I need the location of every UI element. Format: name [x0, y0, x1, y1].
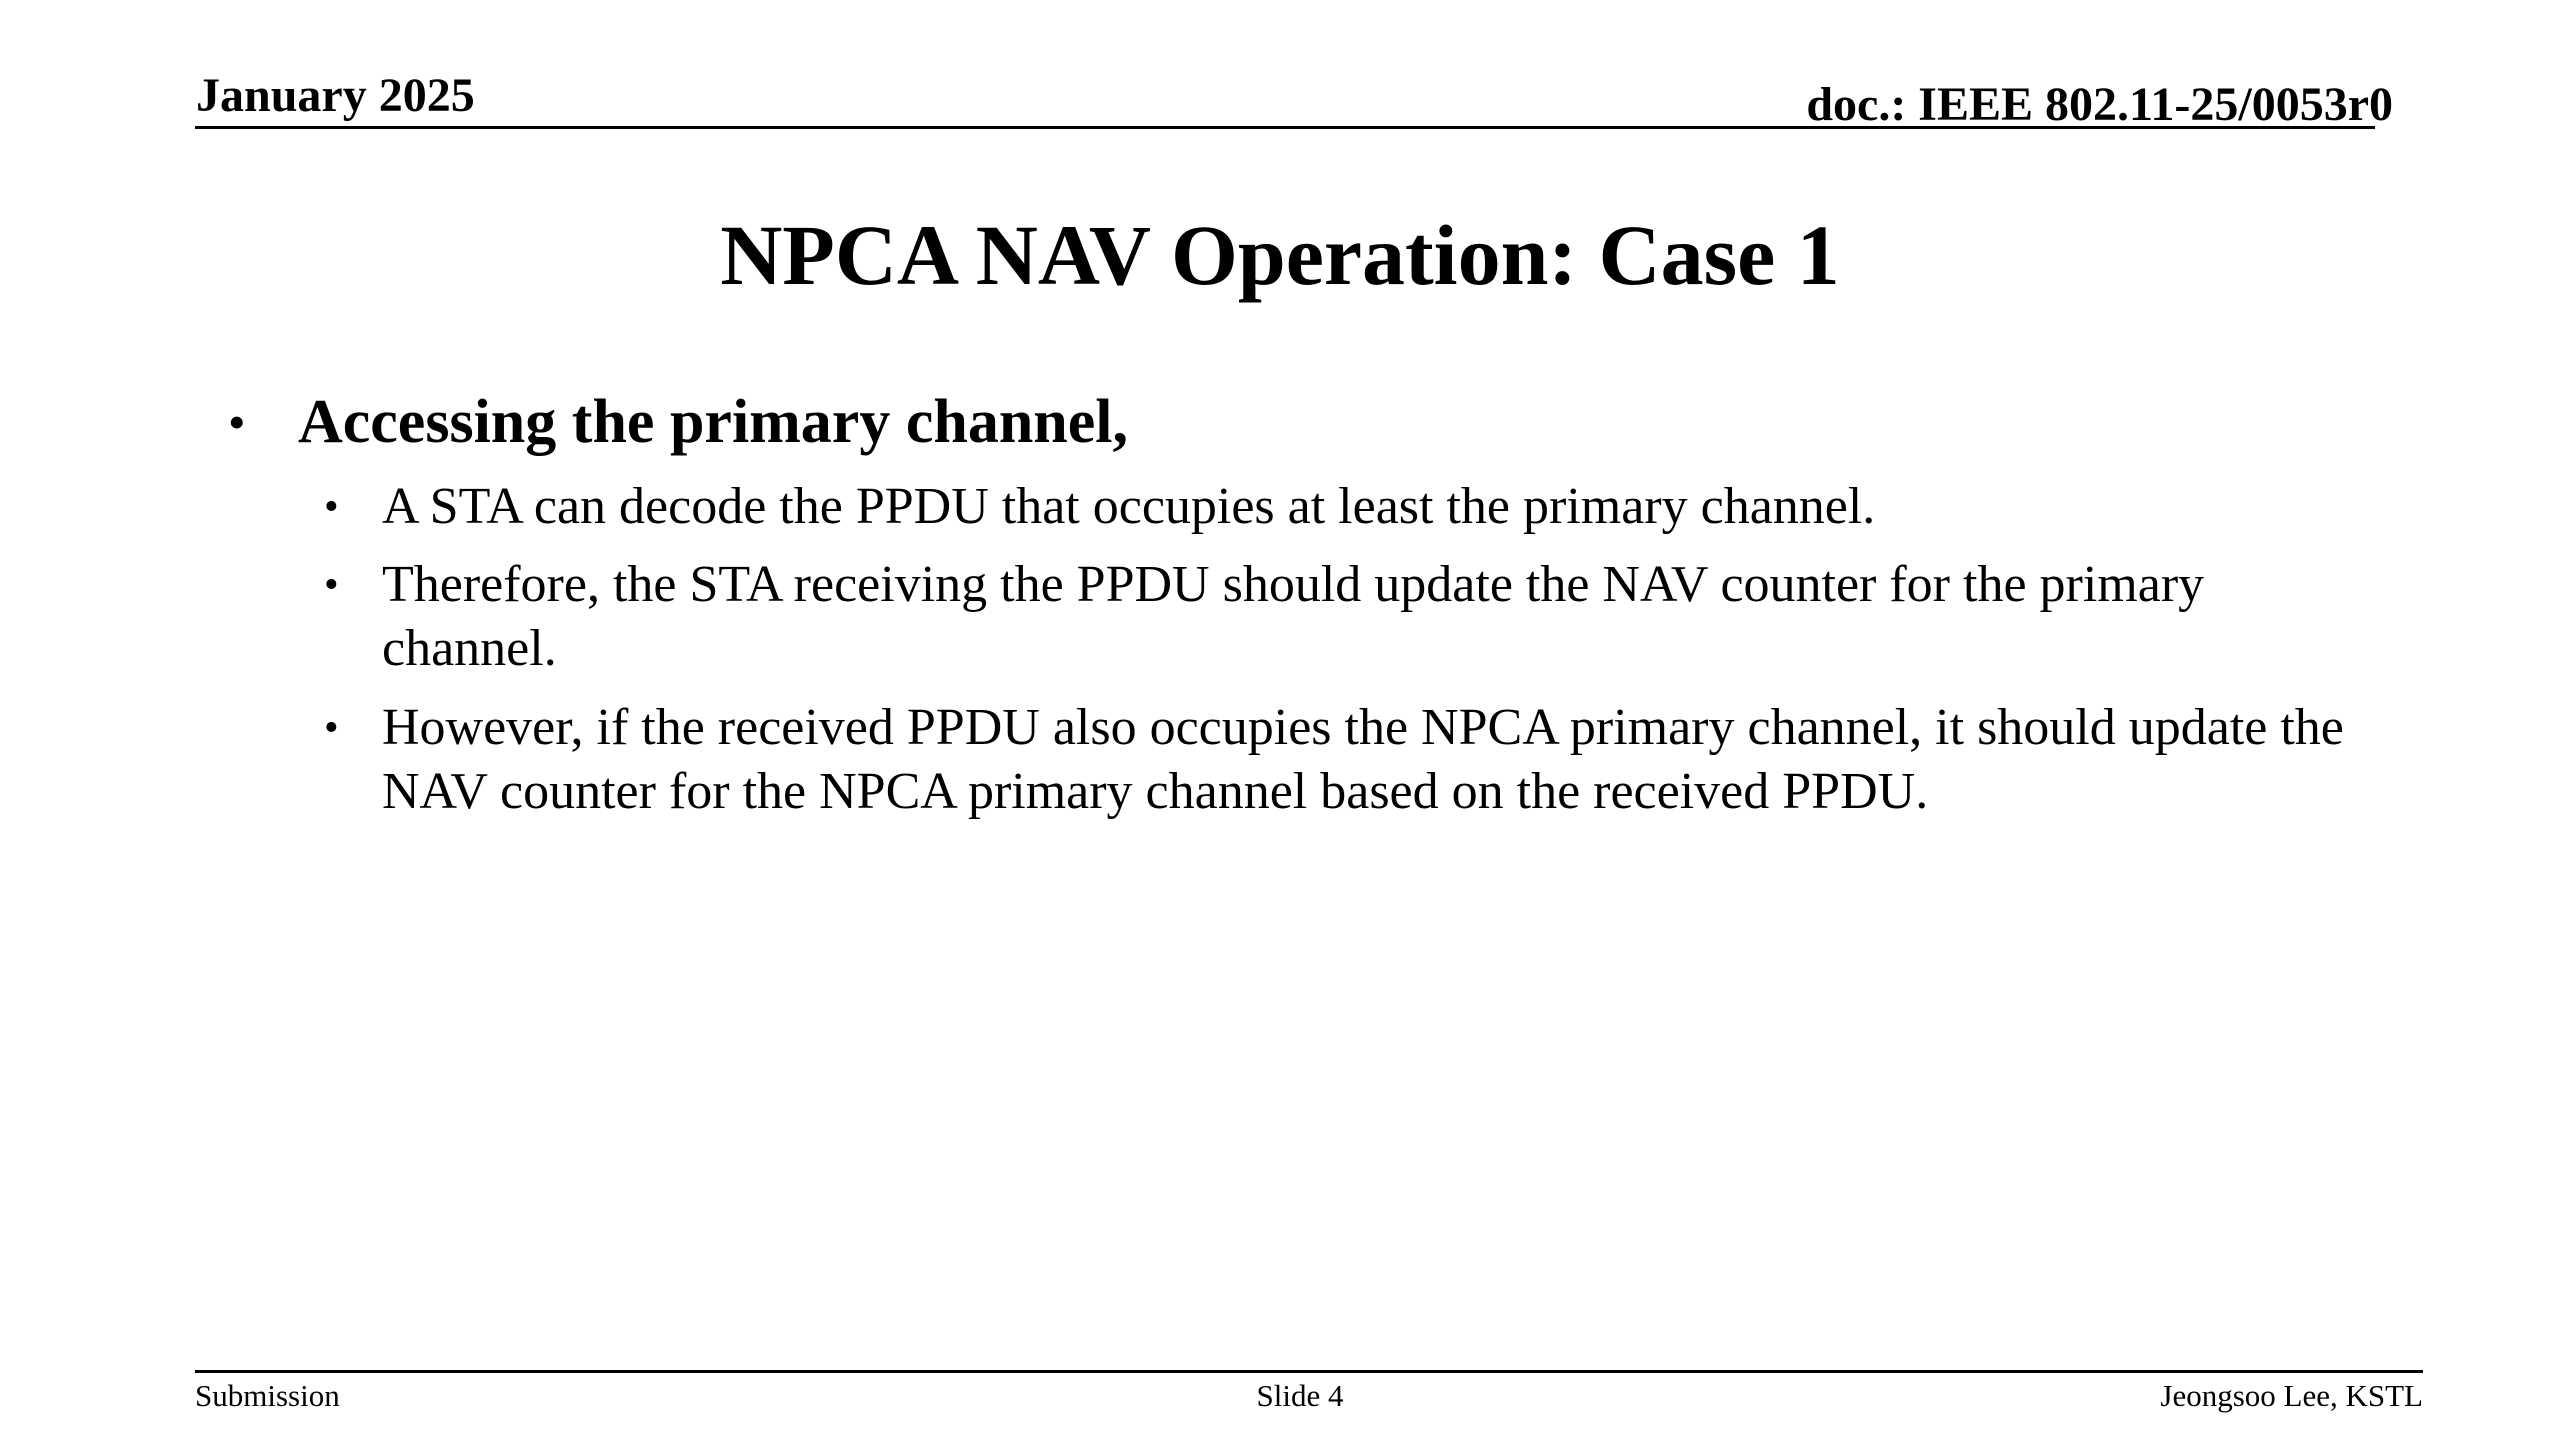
bullet-item-level2 [324, 553, 2374, 681]
bullet-icon: • [324, 562, 339, 608]
bullet-text: However, if the received PPDU also occupies the NPCA primary channel, it should update the NAV counter for the NPCA primary channel based on the received PPDU. [382, 699, 2344, 820]
footer-slide-number: Slide 4 [1256, 1378, 1344, 1413]
header-date: January 2025 [196, 69, 475, 122]
bullet-icon: • [228, 394, 246, 450]
bullet-item-level2 [324, 696, 2374, 824]
bullet-item-level2 [324, 475, 2374, 539]
bullet-icon: • [324, 484, 339, 530]
header-doc-id: doc.: IEEE 802.11-25/0053r0 [1806, 78, 2393, 131]
bullet-icon: • [324, 705, 339, 751]
footer-submission: Submission [195, 1378, 340, 1413]
bullet-item-level1 [228, 385, 2328, 459]
bullet-text: A STA can decode the PPDU that occupies at least the primary channel. [382, 478, 1876, 535]
footer-divider [195, 1370, 2423, 1373]
footer-author: Jeongsoo Lee, KSTL [2160, 1378, 2423, 1413]
bullet-text: Accessing the primary channel, [298, 388, 1129, 456]
slide-title: NPCA NAV Operation: Case 1 [720, 207, 1840, 303]
bullet-text: Therefore, the STA receiving the PPDU should update the NAV counter for the primary channel. [382, 556, 2205, 677]
